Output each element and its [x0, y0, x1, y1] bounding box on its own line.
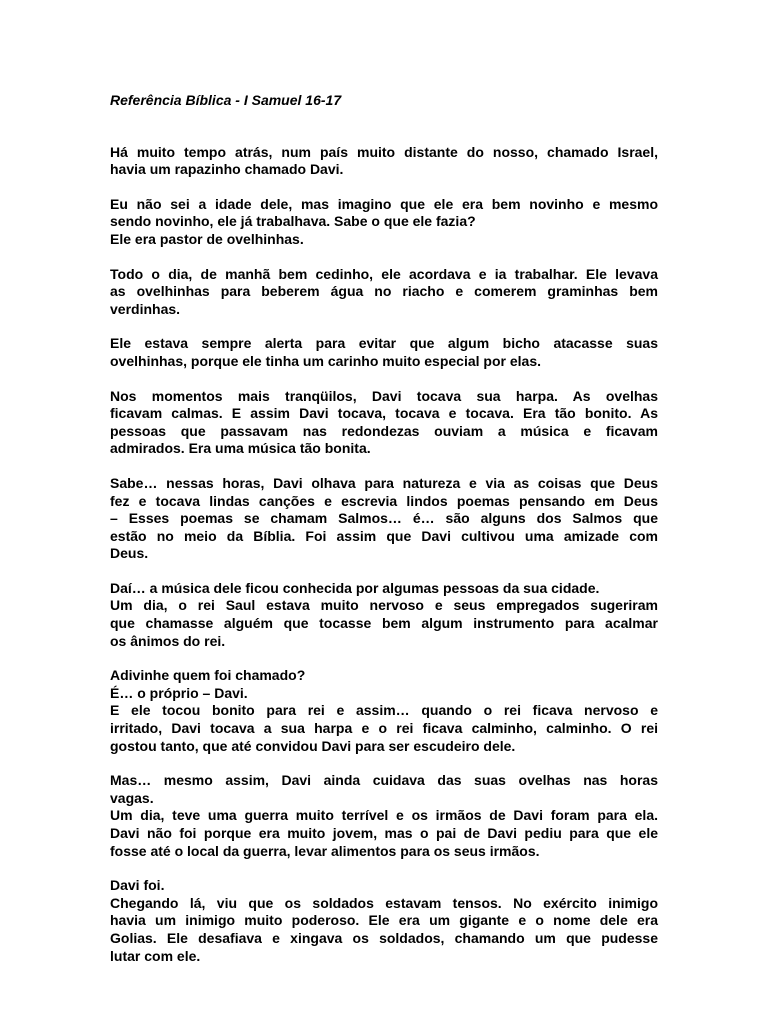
- text-line: Ele estava sempre alerta para evitar que algum bicho atacasse suas: [110, 335, 658, 352]
- text-line: Davi foi.: [110, 877, 165, 894]
- document-page: [110, 92, 658, 982]
- text-line: os ânimos do rei.: [110, 632, 226, 649]
- text-line: Há muito tempo atrás, num país muito distante do nosso, chamado Israel,: [110, 143, 658, 160]
- text-line: Ele era pastor de ovelhinhas.: [110, 230, 304, 247]
- text-line: pessoas que passavam nas redondezas ouviam a música e ficavam: [110, 422, 658, 439]
- text-line: Eu não sei a idade dele, mas imagino que ele era bem novinho e mesmo: [110, 195, 658, 212]
- paragraph: [110, 772, 658, 860]
- text-line: Davi não foi porque era muito jovem, mas o pai de Davi pediu para que ele: [110, 825, 658, 841]
- text-line: havia um inimigo muito poderoso. Ele era um gigante e o nome dele era: [110, 912, 658, 929]
- bible-reference-heading: Referência Bíblica - I Samuel 16-17: [110, 92, 342, 108]
- text-line: É… o próprio – Davi.: [110, 684, 248, 701]
- paragraph: [110, 877, 658, 965]
- text-line: que chamasse alguém que tocasse bem algum instrumento para acalmar: [110, 615, 658, 632]
- text-line: E ele tocou bonito para rei e assim… quando o rei ficava nervoso e: [110, 702, 658, 719]
- paragraph: [110, 144, 658, 179]
- text-line: Sabe… nessas horas, Davi olhava para natureza e via as coisas que Deus: [110, 474, 658, 491]
- text-line: gostou tanto, que até convidou Davi para ser escudeiro dele.: [110, 737, 516, 754]
- text-line: fosse até o local da guerra, levar alimentos para os seus irmãos.: [110, 842, 540, 859]
- text-line: havia um rapazinho chamado Davi.: [110, 161, 344, 178]
- text-line: admirados. Era uma música tão bonita.: [110, 440, 371, 457]
- paragraph: [110, 580, 658, 650]
- text-line: verdinhas.: [110, 300, 181, 317]
- paragraph: [110, 266, 658, 319]
- text-line: ficavam calmas. E assim Davi tocava, tocava e tocava. Era tão bonito. As: [110, 405, 658, 422]
- text-line: Adivinhe quem foi chamado?: [110, 667, 306, 684]
- paragraph: [110, 335, 658, 370]
- text-line: irritado, Davi tocava a sua harpa e o rei ficava calminho, calminho. O rei: [110, 720, 658, 737]
- story-text: [110, 144, 658, 966]
- text-line: Mas… mesmo assim, Davi ainda cuidava das suas ovelhas nas horas: [110, 772, 658, 789]
- paragraph: [110, 196, 658, 249]
- text-line: Golias. Ele desafiava e xingava os soldados, chamando um que pudesse: [110, 929, 658, 946]
- paragraph: [110, 388, 658, 458]
- text-line: Deus.: [110, 545, 149, 562]
- text-line: Um dia, o rei Saul estava muito nervoso e seus empregados sugeriram: [110, 597, 658, 614]
- text-line: as ovelhinhas para beberem água no riacho e comerem graminhas bem: [110, 283, 658, 300]
- paragraph: [110, 667, 658, 755]
- paragraph: [110, 475, 658, 563]
- text-line: Daí… a música dele ficou conhecida por algumas pessoas da sua cidade.: [110, 579, 600, 596]
- text-line: Chegando lá, viu que os soldados estavam tensos. No exército inimigo: [110, 894, 658, 911]
- text-line: – Esses poemas se chamam Salmos… é… são alguns dos Salmos que: [110, 510, 658, 527]
- text-line: Todo o dia, de manhã bem cedinho, ele acordava e ia trabalhar. Ele levava: [110, 265, 658, 282]
- text-line: sendo novinho, ele já trabalhava. Sabe o que ele fazia?: [110, 213, 476, 230]
- text-line: estão no meio da Bíblia. Foi assim que Davi cultivou uma amizade com: [110, 527, 658, 544]
- text-line: fez e tocava lindas canções e escrevia lindos poemas pensando em Deus: [110, 492, 658, 509]
- text-line: vagas.: [110, 789, 154, 806]
- text-line: Nos momentos mais tranqüilos, Davi tocava sua harpa. As ovelhas: [110, 387, 658, 404]
- text-line: ovelhinhas, porque ele tinha um carinho muito especial por elas.: [110, 352, 541, 369]
- text-line: lutar com ele.: [110, 947, 201, 964]
- text-line: Um dia, teve uma guerra muito terrível e os irmãos de Davi foram para ela.: [110, 807, 658, 824]
